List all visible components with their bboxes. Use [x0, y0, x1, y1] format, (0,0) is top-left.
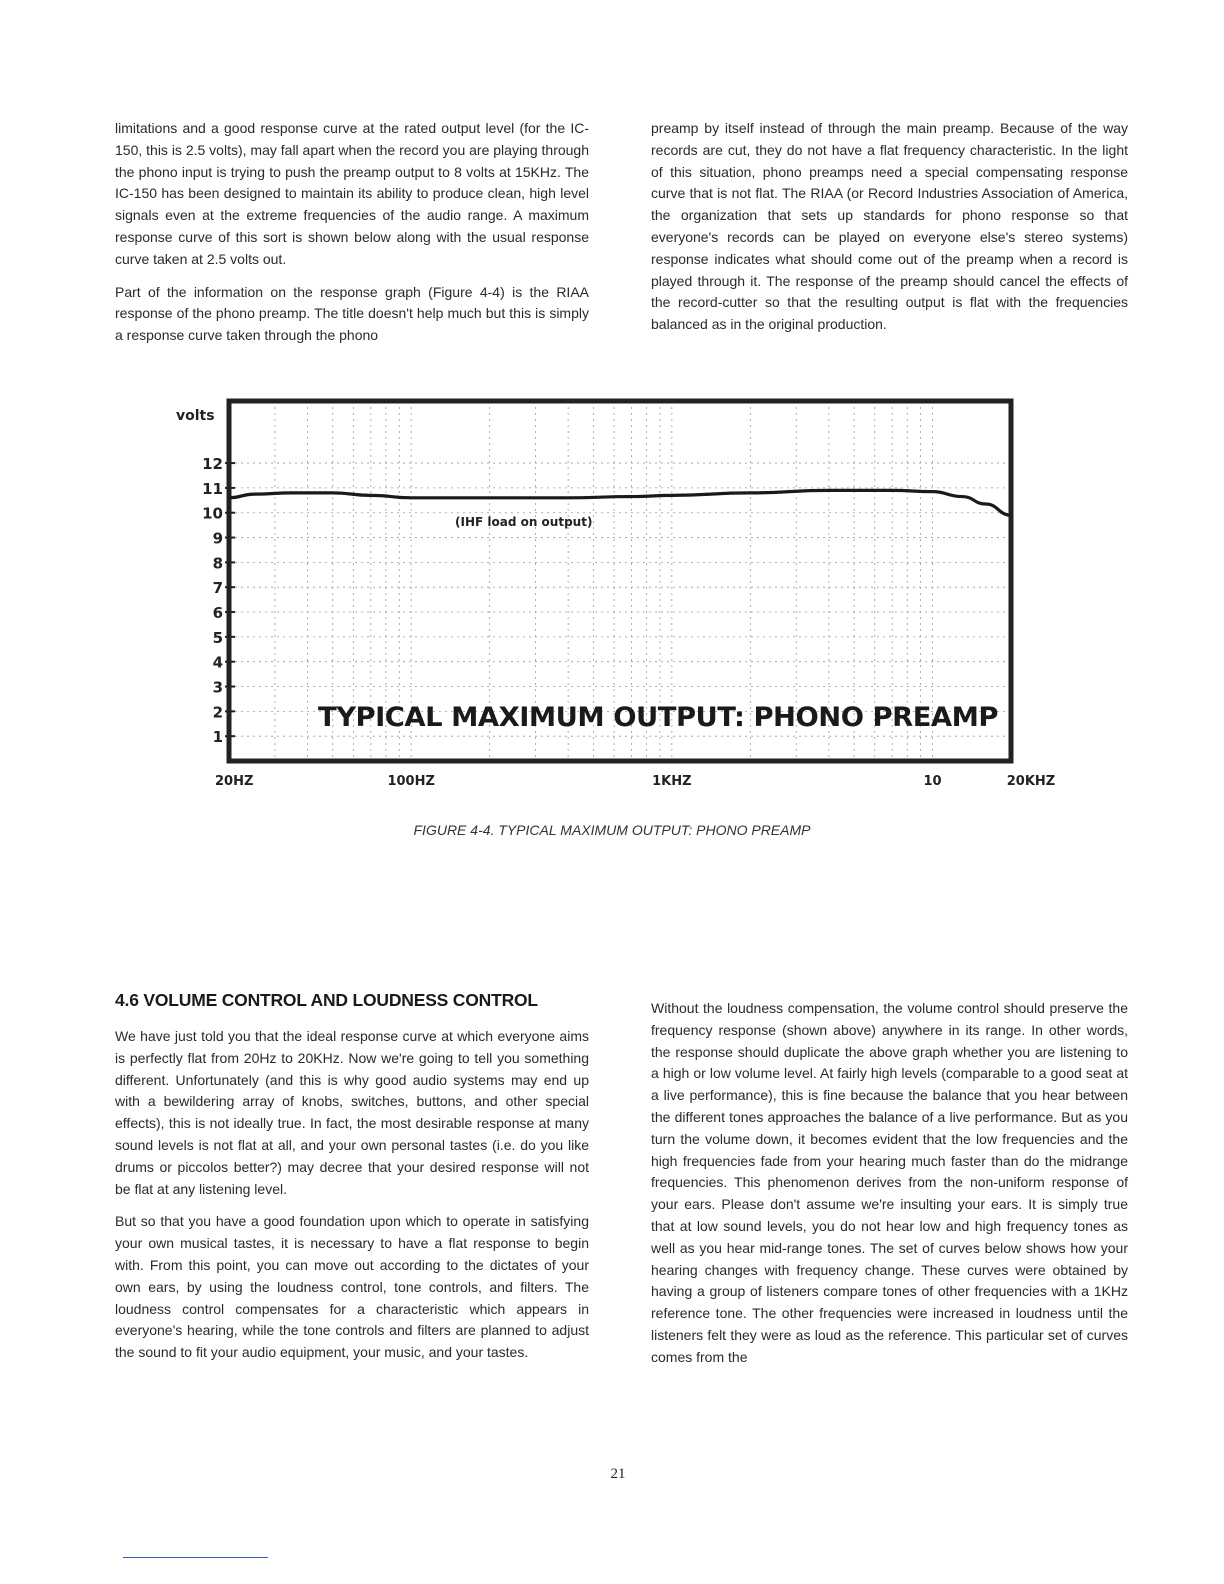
x-tick-label: 100HZ — [387, 774, 435, 789]
y-tick-label: 11 — [202, 479, 223, 498]
y-tick-label: 1 — [212, 728, 223, 747]
y-tick-label: 7 — [212, 579, 223, 598]
bottom-left-column — [115, 1026, 589, 1375]
bottom-right-column — [651, 998, 1128, 1380]
figure-caption: FIGURE 4-4. TYPICAL MAXIMUM OUTPUT: PHONO PREAMP — [413, 822, 811, 838]
footer-rule — [123, 1557, 268, 1558]
page-number: 21 — [610, 1466, 626, 1482]
max-output-curve — [229, 490, 1011, 515]
paragraph: preamp by itself instead of through the main preamp. Because of the way records are cut, they do not have a flat frequency characteristic. In the light of this situation, phono preamps need a special compensating response curve that is not flat. The RIAA (or Record Industries Association of America, the organization that sets up standards for phono response so that everyone's records can be played on everyone else's stereo systems) response indicates what should come out of the preamp when a record is played through it. The response of the preamp should cancel the effects of the record-cutter so that the resulting output is flat with the frequencies balanced as in the original production. — [651, 120, 1128, 333]
paragraph: limitations and a good response curve at the rated output level (for the IC-150, this is 2.5 volts), may fall apart when the record you are playing through the phono input is trying to push the preamp output to 8 volts at 15KHz. The IC-150 has been designed to maintain its ability to produce clean, high level signals even at the extreme frequencies of the audio range. A maximum response curve of this sort is shown below along with the usual response curve taken at 2.5 volts out. — [115, 120, 589, 267]
y-tick-label: 6 — [212, 604, 223, 623]
paragraph: Part of the information on the response graph (Figure 4-4) is the RIAA response of the phono preamp. The title doesn't help much but this is simply a response curve taken through the phono — [115, 283, 589, 344]
y-tick-label: 5 — [212, 628, 223, 647]
x-tick-label: 20HZ — [215, 774, 254, 789]
y-tick-label: 2 — [212, 703, 223, 722]
y-tick-label: 10 — [202, 504, 223, 523]
x-tick-label: 1KHZ — [652, 774, 692, 789]
x-axis-ticks — [215, 774, 1055, 789]
y-tick-label: 9 — [212, 529, 223, 548]
paragraph: We have just told you that the ideal response curve at which everyone aims is perfectly flat from 20Hz to 20KHz. Now we're going to tell you something different. Unfortunately (and this is why good audio systems may end up with a bewildering array of knobs, switches, buttons, and other special effects), this is not ideally true. In fact, the most desirable response at many sound levels is not flat at all, and your own personal tastes (i.e. do you like drums or piccolos better?) may decree that your desired response will not be flat at any listening level. — [115, 1028, 589, 1197]
y-tick-label: 3 — [212, 678, 223, 697]
chart-title: TYPICAL MAXIMUM OUTPUT: PHONO PREAMP — [318, 702, 998, 733]
x-tick-label: 20KHZ — [1006, 774, 1056, 789]
y-tick-label: 8 — [212, 554, 223, 573]
paragraph: Without the loudness compensation, the volume control should preserve the frequency response (shown above) anywhere in its range. In other words, the response should duplicate the above graph whether you are listening to a high or low volume level. At fairly high levels (comparable to a good seat at a live performance), this is fine because the balance that you hear between the different tones approaches the balance of a live performance. But as you turn the volume down, it becomes evident that the low frequencies and the high frequencies fade from your hearing much faster than do the midrange frequencies. This phenomenon derives from the non-uniform response of your ears. Please don't assume we're insulting your ears. It is simply true that at low sound levels, you do not hear low and high frequency tones as well as you hear mid-range tones. The set of curves below shows how your hearing changes with frequency change. These curves were obtained by having a group of listeners compare tones of other frequencies with a 1KHz reference tone. The other frequencies were increased in loudness until the listeners felt they were as loud as the reference. This particular set of curves comes from the — [651, 1000, 1128, 1365]
chart-annotation: (IHF load on output) — [455, 515, 593, 529]
paragraph: But so that you have a good foundation upon which to operate in satisfying your own musical tastes, it is necessary to have a flat response to begin with. From this point, you can move out according to the dictates of your own ears, by using the loudness control, tone controls, and filters. The loudness control compensates for a characteristic which appears in everyone's hearing, while the tone controls and filters are planned to adjust the sound to fit your audio equipment, your music, and your tastes. — [115, 1213, 589, 1361]
y-tick-label: 12 — [202, 455, 223, 474]
y-tick-label: 4 — [212, 653, 223, 672]
x-tick-label: 10 — [923, 774, 942, 789]
y-axis-label: volts — [176, 408, 215, 424]
section-heading: 4.6 VOLUME CONTROL AND LOUDNESS CONTROL — [115, 990, 538, 1010]
